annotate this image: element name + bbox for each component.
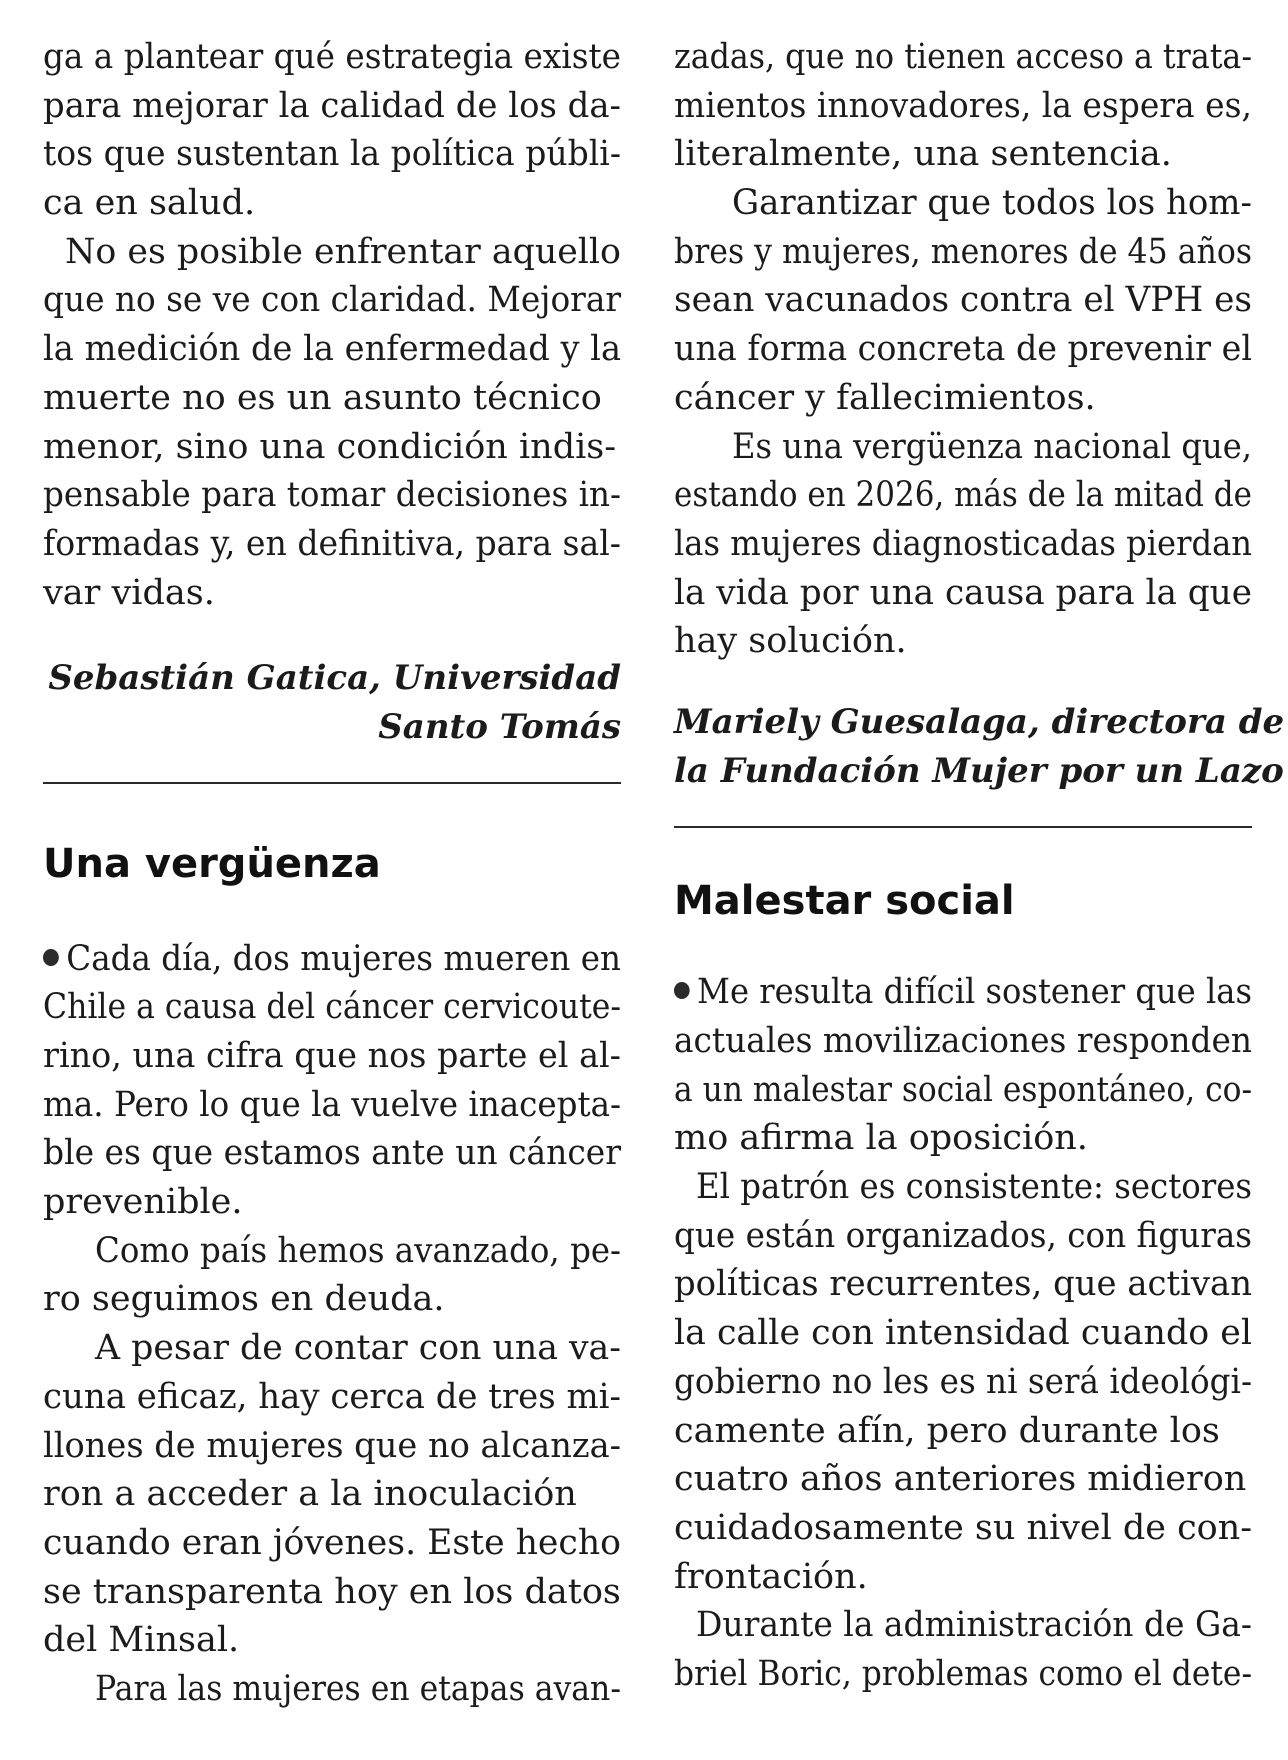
text-line-content: Me resulta difícil sostener que las: [696, 972, 1252, 1013]
bullet-icon: [674, 982, 690, 999]
text-line: cuando eran jóvenes. Este hecho: [43, 1522, 622, 1563]
text-line: Para las mujeres en etapas avan-: [95, 1668, 621, 1709]
text-line: briel Boric, problemas como el dete-: [674, 1653, 1253, 1694]
text-line: la calle con intensidad cuando el: [674, 1313, 1252, 1354]
paragraph: [43, 228, 621, 618]
section-divider: [43, 782, 621, 784]
text-line: tos que sustentan la política públi-: [43, 134, 621, 175]
text-line: ga a plantear qué estrategia existe: [43, 37, 622, 77]
text-line: camente afín, pero durante los: [674, 1410, 1220, 1451]
article-continuation: [43, 33, 621, 228]
paragraph: [674, 179, 1252, 422]
text-line: ro seguimos en deuda.: [43, 1279, 445, 1320]
text-line: El patrón es consistente: sectores: [696, 1167, 1253, 1208]
text-line: A pesar de contar con una va-: [95, 1328, 621, 1369]
text-line: cáncer y fallecimientos.: [674, 377, 1096, 418]
letter-heading: Malestar social: [674, 878, 1015, 925]
text-line: se transparenta hoy en los datos: [43, 1571, 621, 1612]
text-line: Es una vergüenza nacional que,: [732, 426, 1253, 467]
text-line: pensable para tomar decisiones in-: [43, 475, 621, 516]
author-signature: [674, 698, 1285, 795]
letter-body: [43, 935, 621, 1714]
text-line: para mejorar la calidad de los da-: [43, 85, 622, 126]
left-column: [43, 0, 621, 1714]
text-line: No es posible enfrentar aquello: [65, 231, 621, 272]
signature-line: la Fundación Mujer por un Lazo: [674, 750, 1284, 791]
text-line: menor, sino una condición indis-: [43, 426, 617, 467]
letter-body: [674, 968, 1252, 1698]
text-line: literalmente, una sentencia.: [674, 134, 1172, 175]
text-line: cuatro años anteriores midieron: [674, 1459, 1247, 1500]
text-line: políticas recurrentes, que activan: [674, 1264, 1253, 1305]
text-line: muerte no es un asunto técnico: [43, 377, 602, 418]
text-line: una forma concreta de prevenir el: [674, 329, 1253, 370]
signature-line: Sebastián Gatica, Universidad: [48, 658, 621, 699]
text-line: gobierno no les es ni será ideológi-: [674, 1361, 1253, 1402]
bullet-icon: [43, 949, 59, 966]
text-line: estando en 2026, más de la mitad de: [674, 475, 1252, 516]
text-line: mo afirma la oposición.: [674, 1118, 1088, 1159]
text-line: Como país hemos avanzado, pe-: [95, 1230, 622, 1271]
text-line: cuna eficaz, hay cerca de tres mi-: [43, 1376, 622, 1417]
text-line: la medición de la enfermedad y la: [43, 329, 622, 370]
text-line: prevenible.: [43, 1182, 243, 1223]
text-line: ma. Pero lo que la vuelve inacepta-: [43, 1084, 622, 1125]
text-line: la vida por una causa para la que: [674, 572, 1253, 613]
text-line: rino, una cifra que nos parte el al-: [43, 1036, 621, 1076]
text-line: bres y mujeres, menores de 45 años: [674, 231, 1253, 272]
text-line: las mujeres diagnosticadas pierdan: [674, 523, 1253, 564]
signature-line: Santo Tomás: [378, 706, 621, 747]
signature-line: Mariely Guesalaga, directora de: [674, 701, 1285, 742]
text-line: formadas y, en definitiva, para sal-: [43, 523, 622, 564]
letter-heading: Una vergüenza: [43, 840, 381, 887]
text-line: sean vacunados contra el VPH es: [674, 280, 1252, 321]
article-continuation: [674, 33, 1252, 179]
text-line: ron a acceder a la inoculación: [43, 1474, 577, 1515]
section-divider: [674, 826, 1252, 828]
text-line: cuidadosamente su nivel de con-: [674, 1507, 1253, 1548]
text-line: Durante la administración de Ga-: [696, 1605, 1252, 1646]
author-signature: [43, 654, 621, 751]
text-line: Chile a causa del cáncer cervicoute-: [43, 987, 622, 1028]
text-line: hay solución.: [674, 621, 907, 662]
text-line: actuales movilizaciones responden: [674, 1021, 1253, 1061]
paragraph: [674, 423, 1252, 666]
text-line: que están organizados, con figuras: [674, 1215, 1253, 1256]
text-line: [43, 935, 621, 984]
text-line: ble es que estamos ante un cáncer: [43, 1133, 621, 1174]
text-line: que no se ve con claridad. Mejorar: [43, 280, 622, 321]
text-line: frontación.: [674, 1556, 868, 1597]
text-line: zadas, que no tienen acceso a trata-: [674, 37, 1253, 77]
text-line-content: Cada día, dos mujeres mueren en: [66, 938, 621, 979]
text-line: llones de mujeres que no alcanza-: [43, 1425, 622, 1466]
right-column: [674, 0, 1285, 1699]
text-line: [674, 968, 1252, 1017]
text-line: mientos innovadores, la espera es,: [674, 85, 1252, 126]
text-line: del Minsal.: [43, 1620, 240, 1661]
text-line: Garantizar que todos los hom-: [732, 183, 1252, 224]
text-line: a un malestar social espontáneo, co-: [674, 1069, 1253, 1110]
text-line: var vidas.: [43, 572, 215, 613]
text-line: ca en salud.: [43, 183, 256, 224]
